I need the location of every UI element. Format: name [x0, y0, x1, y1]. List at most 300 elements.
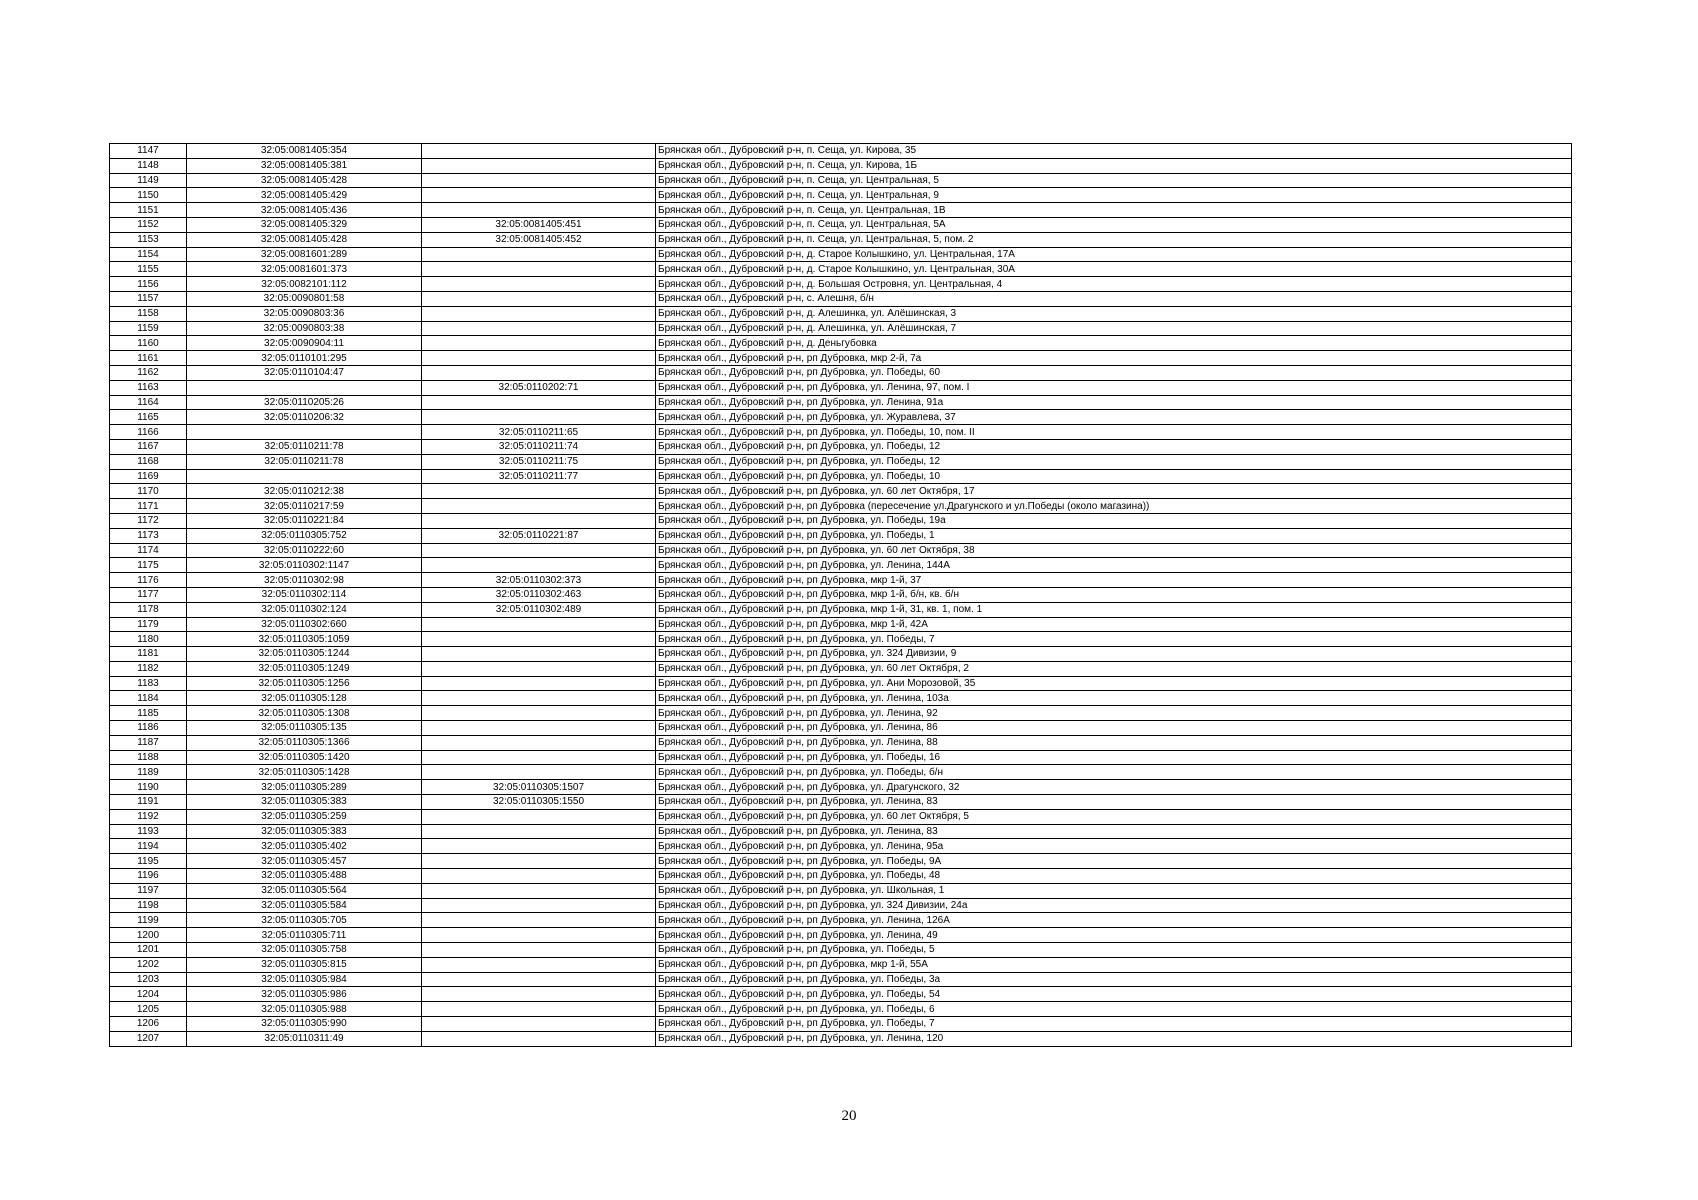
cadastral-number-cell: 32:05:0110305:815	[187, 957, 422, 972]
cadastral-number-cell: 32:05:0082101:112	[187, 277, 422, 292]
related-cadastral-number-cell	[422, 499, 656, 514]
row-number-cell: 1150	[110, 188, 187, 203]
cadastral-number-cell: 32:05:0110211:78	[187, 454, 422, 469]
related-cadastral-number-cell: 32:05:0081405:452	[422, 232, 656, 247]
cadastral-number-cell: 32:05:0110305:984	[187, 972, 422, 987]
address-cell: Брянская обл., Дубровский р-н, рп Дубровка, ул. Ленина, 86	[656, 721, 1572, 736]
table-row	[110, 528, 1572, 543]
address-cell: Брянская обл., Дубровский р-н, п. Сеща, ул. Центральная, 1В	[656, 203, 1572, 218]
table-row	[110, 898, 1572, 913]
related-cadastral-number-cell	[422, 898, 656, 913]
row-number-cell: 1163	[110, 380, 187, 395]
row-number-cell: 1161	[110, 351, 187, 366]
address-cell: Брянская обл., Дубровский р-н, рп Дубровка, ул. Победы, 7	[656, 1017, 1572, 1032]
cadastral-number-cell: 32:05:0090803:36	[187, 306, 422, 321]
related-cadastral-number-cell	[422, 943, 656, 958]
table-row	[110, 869, 1572, 884]
page-number: 20	[841, 1108, 857, 1124]
table-row	[110, 587, 1572, 602]
address-cell: Брянская обл., Дубровский р-н, рп Дубровка, ул. Победы, 48	[656, 869, 1572, 884]
address-cell: Брянская обл., Дубровский р-н, рп Дубровка, ул. 60 лет Октября, 5	[656, 809, 1572, 824]
row-number-cell: 1171	[110, 499, 187, 514]
cadastral-number-cell	[187, 425, 422, 440]
row-number-cell: 1189	[110, 765, 187, 780]
row-number-cell: 1149	[110, 173, 187, 188]
table-row	[110, 943, 1572, 958]
cadastral-number-cell: 32:05:0110302:1147	[187, 558, 422, 573]
cadastral-number-cell: 32:05:0090801:58	[187, 291, 422, 306]
row-number-cell: 1196	[110, 869, 187, 884]
table-row	[110, 721, 1572, 736]
table-row	[110, 647, 1572, 662]
address-cell: Брянская обл., Дубровский р-н, рп Дубровка, ул. Ленина, 103а	[656, 691, 1572, 706]
table-row	[110, 617, 1572, 632]
related-cadastral-number-cell	[422, 735, 656, 750]
cadastral-number-cell: 32:05:0081405:329	[187, 217, 422, 232]
row-number-cell: 1181	[110, 647, 187, 662]
cadastral-number-cell: 32:05:0110305:402	[187, 839, 422, 854]
row-number-cell: 1164	[110, 395, 187, 410]
row-number-cell: 1195	[110, 854, 187, 869]
cadastral-number-cell: 32:05:0110302:124	[187, 602, 422, 617]
table-row	[110, 913, 1572, 928]
row-number-cell: 1201	[110, 943, 187, 958]
cadastral-number-cell	[187, 380, 422, 395]
row-number-cell: 1192	[110, 809, 187, 824]
related-cadastral-number-cell	[422, 188, 656, 203]
table-row	[110, 735, 1572, 750]
related-cadastral-number-cell	[422, 957, 656, 972]
table-row	[110, 1017, 1572, 1032]
row-number-cell: 1193	[110, 824, 187, 839]
table-row	[110, 691, 1572, 706]
address-cell: Брянская обл., Дубровский р-н, д. Старое Колышкино, ул. Центральная, 17А	[656, 247, 1572, 262]
table-row	[110, 1002, 1572, 1017]
row-number-cell: 1198	[110, 898, 187, 913]
row-number-cell: 1207	[110, 1031, 187, 1046]
row-number-cell: 1194	[110, 839, 187, 854]
related-cadastral-number-cell	[422, 306, 656, 321]
register-table-body	[110, 144, 1572, 1047]
table-row	[110, 188, 1572, 203]
table-row	[110, 795, 1572, 810]
table-row	[110, 543, 1572, 558]
address-cell: Брянская обл., Дубровский р-н, рп Дубровка, ул. Ленина, 95а	[656, 839, 1572, 854]
related-cadastral-number-cell: 32:05:0110302:463	[422, 587, 656, 602]
table-row	[110, 972, 1572, 987]
row-number-cell: 1168	[110, 454, 187, 469]
related-cadastral-number-cell	[422, 1031, 656, 1046]
table-row	[110, 558, 1572, 573]
address-cell: Брянская обл., Дубровский р-н, д. Алешинка, ул. Алёшинская, 3	[656, 306, 1572, 321]
row-number-cell: 1204	[110, 987, 187, 1002]
cadastral-number-cell: 32:05:0110206:32	[187, 410, 422, 425]
table-row	[110, 928, 1572, 943]
related-cadastral-number-cell	[422, 721, 656, 736]
cadastral-number-cell: 32:05:0110211:78	[187, 439, 422, 454]
cadastral-number-cell: 32:05:0110305:1256	[187, 676, 422, 691]
cadastral-number-cell: 32:05:0081405:436	[187, 203, 422, 218]
related-cadastral-number-cell	[422, 706, 656, 721]
table-row	[110, 706, 1572, 721]
row-number-cell: 1148	[110, 158, 187, 173]
related-cadastral-number-cell	[422, 617, 656, 632]
address-cell: Брянская обл., Дубровский р-н, п. Сеща, ул. Центральная, 5, пом. 2	[656, 232, 1572, 247]
row-number-cell: 1160	[110, 336, 187, 351]
cadastral-number-cell: 32:05:0110305:1244	[187, 647, 422, 662]
table-row	[110, 499, 1572, 514]
cadastral-number-cell: 32:05:0110212:38	[187, 484, 422, 499]
row-number-cell: 1199	[110, 913, 187, 928]
row-number-cell: 1202	[110, 957, 187, 972]
related-cadastral-number-cell: 32:05:0110302:489	[422, 602, 656, 617]
cadastral-number-cell: 32:05:0110222:60	[187, 543, 422, 558]
row-number-cell: 1156	[110, 277, 187, 292]
address-cell: Брянская обл., Дубровский р-н, с. Алешня, б/н	[656, 291, 1572, 306]
cadastral-number-cell: 32:05:0110305:289	[187, 780, 422, 795]
row-number-cell: 1190	[110, 780, 187, 795]
row-number-cell: 1159	[110, 321, 187, 336]
address-cell: Брянская обл., Дубровский р-н, рп Дубровка, ул. Ленина, 49	[656, 928, 1572, 943]
cadastral-number-cell: 32:05:0110217:59	[187, 499, 422, 514]
related-cadastral-number-cell	[422, 365, 656, 380]
related-cadastral-number-cell: 32:05:0110211:75	[422, 454, 656, 469]
related-cadastral-number-cell	[422, 809, 656, 824]
related-cadastral-number-cell	[422, 321, 656, 336]
table-row	[110, 602, 1572, 617]
row-number-cell: 1188	[110, 750, 187, 765]
address-cell: Брянская обл., Дубровский р-н, рп Дубровка, ул. Ленина, 126А	[656, 913, 1572, 928]
table-row	[110, 809, 1572, 824]
related-cadastral-number-cell	[422, 203, 656, 218]
cadastral-number-cell: 32:05:0110305:457	[187, 854, 422, 869]
related-cadastral-number-cell	[422, 883, 656, 898]
related-cadastral-number-cell: 32:05:0110221:87	[422, 528, 656, 543]
address-cell: Брянская обл., Дубровский р-н, рп Дубровка, ул. Победы, 54	[656, 987, 1572, 1002]
table-row	[110, 839, 1572, 854]
row-number-cell: 1151	[110, 203, 187, 218]
cadastral-number-cell: 32:05:0110305:705	[187, 913, 422, 928]
related-cadastral-number-cell	[422, 661, 656, 676]
related-cadastral-number-cell	[422, 632, 656, 647]
address-cell: Брянская обл., Дубровский р-н, д. Большая Островня, ул. Центральная, 4	[656, 277, 1572, 292]
address-cell: Брянская обл., Дубровский р-н, рп Дубровка, ул. Победы, 19а	[656, 513, 1572, 528]
related-cadastral-number-cell	[422, 395, 656, 410]
cadastral-number-cell: 32:05:0081601:289	[187, 247, 422, 262]
related-cadastral-number-cell	[422, 1017, 656, 1032]
row-number-cell: 1166	[110, 425, 187, 440]
table-row	[110, 824, 1572, 839]
table-row	[110, 365, 1572, 380]
row-number-cell: 1147	[110, 144, 187, 159]
row-number-cell: 1182	[110, 661, 187, 676]
row-number-cell: 1177	[110, 587, 187, 602]
related-cadastral-number-cell	[422, 158, 656, 173]
cadastral-number-cell: 32:05:0110104:47	[187, 365, 422, 380]
address-cell: Брянская обл., Дубровский р-н, рп Дубровка, ул. Победы, 1	[656, 528, 1572, 543]
table-row	[110, 203, 1572, 218]
related-cadastral-number-cell	[422, 913, 656, 928]
related-cadastral-number-cell	[422, 351, 656, 366]
related-cadastral-number-cell: 32:05:0110305:1550	[422, 795, 656, 810]
table-row	[110, 1031, 1572, 1046]
cadastral-number-cell: 32:05:0110305:986	[187, 987, 422, 1002]
table-row	[110, 395, 1572, 410]
table-row	[110, 291, 1572, 306]
related-cadastral-number-cell	[422, 928, 656, 943]
related-cadastral-number-cell: 32:05:0110211:77	[422, 469, 656, 484]
related-cadastral-number-cell	[422, 647, 656, 662]
address-cell: Брянская обл., Дубровский р-н, рп Дубровка, ул. Ани Морозовой, 35	[656, 676, 1572, 691]
cadastral-number-cell: 32:05:0110305:135	[187, 721, 422, 736]
related-cadastral-number-cell	[422, 839, 656, 854]
address-cell: Брянская обл., Дубровский р-н, рп Дубровка, мкр 1-й, 55А	[656, 957, 1572, 972]
address-cell: Брянская обл., Дубровский р-н, рп Дубровка, ул. 60 лет Октября, 17	[656, 484, 1572, 499]
address-cell: Брянская обл., Дубровский р-н, рп Дубровка, ул. Победы, 10, пом. II	[656, 425, 1572, 440]
address-cell: Брянская обл., Дубровский р-н, рп Дубровка, ул. Ленина, 97, пом. I	[656, 380, 1572, 395]
row-number-cell: 1191	[110, 795, 187, 810]
cadastral-number-cell: 32:05:0110311:49	[187, 1031, 422, 1046]
address-cell: Брянская обл., Дубровский р-н, д. Старое Колышкино, ул. Центральная, 30А	[656, 262, 1572, 277]
table-row	[110, 262, 1572, 277]
address-cell: Брянская обл., Дубровский р-н, рп Дубровка, ул. Ленина, 120	[656, 1031, 1572, 1046]
register-table	[109, 143, 1572, 1047]
table-row	[110, 351, 1572, 366]
address-cell: Брянская обл., Дубровский р-н, рп Дубровка, ул. Победы, 5	[656, 943, 1572, 958]
row-number-cell: 1200	[110, 928, 187, 943]
address-cell: Брянская обл., Дубровский р-н, рп Дубровка, мкр 1-й, б/н, кв. б/н	[656, 587, 1572, 602]
cadastral-number-cell: 32:05:0110302:98	[187, 573, 422, 588]
cadastral-number-cell: 32:05:0110305:383	[187, 824, 422, 839]
cadastral-number-cell: 32:05:0090904:11	[187, 336, 422, 351]
table-row	[110, 573, 1572, 588]
related-cadastral-number-cell	[422, 824, 656, 839]
related-cadastral-number-cell	[422, 765, 656, 780]
table-row	[110, 780, 1572, 795]
cadastral-number-cell: 32:05:0110305:1249	[187, 661, 422, 676]
row-number-cell: 1165	[110, 410, 187, 425]
address-cell: Брянская обл., Дубровский р-н, рп Дубровка, ул. 324 Дивизии, 24а	[656, 898, 1572, 913]
row-number-cell: 1153	[110, 232, 187, 247]
cadastral-number-cell: 32:05:0110305:1366	[187, 735, 422, 750]
address-cell: Брянская обл., Дубровский р-н, рп Дубровка, ул. Победы, 9А	[656, 854, 1572, 869]
address-cell: Брянская обл., Дубровский р-н, рп Дубровка (пересечение ул.Драгунского и ул.Победы (около магазина))	[656, 499, 1572, 514]
cadastral-number-cell: 32:05:0110305:488	[187, 869, 422, 884]
table-row	[110, 765, 1572, 780]
cadastral-number-cell: 32:05:0110305:752	[187, 528, 422, 543]
related-cadastral-number-cell: 32:05:0110305:1507	[422, 780, 656, 795]
table-row	[110, 158, 1572, 173]
related-cadastral-number-cell	[422, 869, 656, 884]
cadastral-number-cell: 32:05:0110305:383	[187, 795, 422, 810]
row-number-cell: 1197	[110, 883, 187, 898]
related-cadastral-number-cell	[422, 291, 656, 306]
row-number-cell: 1187	[110, 735, 187, 750]
cadastral-number-cell: 32:05:0110101:295	[187, 351, 422, 366]
table-row	[110, 676, 1572, 691]
cadastral-number-cell: 32:05:0110305:1420	[187, 750, 422, 765]
table-row	[110, 454, 1572, 469]
cadastral-number-cell: 32:05:0110302:660	[187, 617, 422, 632]
row-number-cell: 1178	[110, 602, 187, 617]
row-number-cell: 1205	[110, 1002, 187, 1017]
table-row	[110, 232, 1572, 247]
address-cell: Брянская обл., Дубровский р-н, рп Дубровка, ул. Победы, б/н	[656, 765, 1572, 780]
table-row	[110, 513, 1572, 528]
row-number-cell: 1155	[110, 262, 187, 277]
address-cell: Брянская обл., Дубровский р-н, п. Сеща, ул. Кирова, 1Б	[656, 158, 1572, 173]
table-row	[110, 425, 1572, 440]
related-cadastral-number-cell	[422, 1002, 656, 1017]
address-cell: Брянская обл., Дубровский р-н, рп Дубровка, ул. Ленина, 144А	[656, 558, 1572, 573]
cadastral-number-cell: 32:05:0110305:1059	[187, 632, 422, 647]
related-cadastral-number-cell	[422, 173, 656, 188]
cadastral-number-cell: 32:05:0110305:1428	[187, 765, 422, 780]
address-cell: Брянская обл., Дубровский р-н, рп Дубровка, ул. Победы, 16	[656, 750, 1572, 765]
row-number-cell: 1176	[110, 573, 187, 588]
address-cell: Брянская обл., Дубровский р-н, д. Деньгубовка	[656, 336, 1572, 351]
related-cadastral-number-cell: 32:05:0110302:373	[422, 573, 656, 588]
address-cell: Брянская обл., Дубровский р-н, рп Дубровка, мкр 1-й, 42А	[656, 617, 1572, 632]
related-cadastral-number-cell	[422, 410, 656, 425]
row-number-cell: 1203	[110, 972, 187, 987]
address-cell: Брянская обл., Дубровский р-н, рп Дубровка, ул. 60 лет Октября, 38	[656, 543, 1572, 558]
related-cadastral-number-cell	[422, 484, 656, 499]
cadastral-number-cell: 32:05:0110305:584	[187, 898, 422, 913]
address-cell: Брянская обл., Дубровский р-н, рп Дубровка, ул. 60 лет Октября, 2	[656, 661, 1572, 676]
related-cadastral-number-cell	[422, 144, 656, 159]
row-number-cell: 1175	[110, 558, 187, 573]
address-cell: Брянская обл., Дубровский р-н, рп Дубровка, ул. Победы, 60	[656, 365, 1572, 380]
address-cell: Брянская обл., Дубровский р-н, рп Дубровка, ул. Победы, 12	[656, 439, 1572, 454]
related-cadastral-number-cell	[422, 750, 656, 765]
table-row	[110, 306, 1572, 321]
table-row	[110, 247, 1572, 262]
related-cadastral-number-cell	[422, 676, 656, 691]
related-cadastral-number-cell: 32:05:0110202:71	[422, 380, 656, 395]
table-row	[110, 661, 1572, 676]
row-number-cell: 1206	[110, 1017, 187, 1032]
cadastral-number-cell: 32:05:0081405:428	[187, 232, 422, 247]
related-cadastral-number-cell	[422, 277, 656, 292]
related-cadastral-number-cell	[422, 987, 656, 1002]
cadastral-number-cell: 32:05:0110305:758	[187, 943, 422, 958]
table-row	[110, 336, 1572, 351]
address-cell: Брянская обл., Дубровский р-н, п. Сеща, ул. Кирова, 35	[656, 144, 1572, 159]
table-row	[110, 854, 1572, 869]
table-row	[110, 439, 1572, 454]
related-cadastral-number-cell: 32:05:0110211:65	[422, 425, 656, 440]
address-cell: Брянская обл., Дубровский р-н, рп Дубровка, ул. Ленина, 92	[656, 706, 1572, 721]
cadastral-number-cell: 32:05:0090803:38	[187, 321, 422, 336]
table-row	[110, 987, 1572, 1002]
cadastral-number-cell: 32:05:0110305:128	[187, 691, 422, 706]
address-cell: Брянская обл., Дубровский р-н, рп Дубровка, мкр 1-й, 31, кв. 1, пом. 1	[656, 602, 1572, 617]
table-row	[110, 632, 1572, 647]
table-row	[110, 380, 1572, 395]
address-cell: Брянская обл., Дубровский р-н, д. Алешинка, ул. Алёшинская, 7	[656, 321, 1572, 336]
related-cadastral-number-cell	[422, 972, 656, 987]
row-number-cell: 1152	[110, 217, 187, 232]
address-cell: Брянская обл., Дубровский р-н, рп Дубровка, ул. Победы, 10	[656, 469, 1572, 484]
row-number-cell: 1154	[110, 247, 187, 262]
address-cell: Брянская обл., Дубровский р-н, рп Дубровка, ул. Победы, 3а	[656, 972, 1572, 987]
related-cadastral-number-cell	[422, 691, 656, 706]
table-row	[110, 217, 1572, 232]
table-row	[110, 484, 1572, 499]
row-number-cell: 1173	[110, 528, 187, 543]
cadastral-number-cell: 32:05:0110302:114	[187, 587, 422, 602]
cadastral-number-cell: 32:05:0110305:1308	[187, 706, 422, 721]
address-cell: Брянская обл., Дубровский р-н, рп Дубровка, ул. Ленина, 83	[656, 824, 1572, 839]
cadastral-number-cell: 32:05:0110305:259	[187, 809, 422, 824]
address-cell: Брянская обл., Дубровский р-н, п. Сеща, ул. Центральная, 5А	[656, 217, 1572, 232]
row-number-cell: 1162	[110, 365, 187, 380]
table-row	[110, 410, 1572, 425]
cadastral-number-cell: 32:05:0110305:988	[187, 1002, 422, 1017]
cadastral-number-cell: 32:05:0081405:428	[187, 173, 422, 188]
cadastral-number-cell	[187, 469, 422, 484]
related-cadastral-number-cell	[422, 558, 656, 573]
cadastral-number-cell: 32:05:0081405:381	[187, 158, 422, 173]
address-cell: Брянская обл., Дубровский р-н, п. Сеща, ул. Центральная, 9	[656, 188, 1572, 203]
row-number-cell: 1172	[110, 513, 187, 528]
table-row	[110, 469, 1572, 484]
row-number-cell: 1183	[110, 676, 187, 691]
row-number-cell: 1157	[110, 291, 187, 306]
cadastral-number-cell: 32:05:0110305:711	[187, 928, 422, 943]
row-number-cell: 1180	[110, 632, 187, 647]
related-cadastral-number-cell	[422, 262, 656, 277]
table-row	[110, 957, 1572, 972]
address-cell: Брянская обл., Дубровский р-н, рп Дубровка, ул. Победы, 12	[656, 454, 1572, 469]
related-cadastral-number-cell	[422, 854, 656, 869]
address-cell: Брянская обл., Дубровский р-н, рп Дубровка, мкр 1-й, 37	[656, 573, 1572, 588]
cadastral-number-cell: 32:05:0081405:354	[187, 144, 422, 159]
related-cadastral-number-cell: 32:05:0081405:451	[422, 217, 656, 232]
address-cell: Брянская обл., Дубровский р-н, рп Дубровка, ул. Драгунского, 32	[656, 780, 1572, 795]
address-cell: Брянская обл., Дубровский р-н, п. Сеща, ул. Центральная, 5	[656, 173, 1572, 188]
address-cell: Брянская обл., Дубровский р-н, рп Дубровка, ул. Ленина, 88	[656, 735, 1572, 750]
related-cadastral-number-cell	[422, 336, 656, 351]
table-row	[110, 144, 1572, 159]
row-number-cell: 1167	[110, 439, 187, 454]
cadastral-number-cell: 32:05:0110305:564	[187, 883, 422, 898]
row-number-cell: 1158	[110, 306, 187, 321]
address-cell: Брянская обл., Дубровский р-н, рп Дубровка, ул. Школьная, 1	[656, 883, 1572, 898]
address-cell: Брянская обл., Дубровский р-н, рп Дубровка, мкр 2-й, 7а	[656, 351, 1572, 366]
table-row	[110, 321, 1572, 336]
related-cadastral-number-cell	[422, 513, 656, 528]
row-number-cell: 1170	[110, 484, 187, 499]
cadastral-number-cell: 32:05:0110305:990	[187, 1017, 422, 1032]
table-row	[110, 750, 1572, 765]
related-cadastral-number-cell	[422, 247, 656, 262]
row-number-cell: 1179	[110, 617, 187, 632]
row-number-cell: 1174	[110, 543, 187, 558]
address-cell: Брянская обл., Дубровский р-н, рп Дубровка, ул. Ленина, 83	[656, 795, 1572, 810]
cadastral-number-cell: 32:05:0110205:26	[187, 395, 422, 410]
address-cell: Брянская обл., Дубровский р-н, рп Дубровка, ул. Ленина, 91а	[656, 395, 1572, 410]
table-row	[110, 883, 1572, 898]
row-number-cell: 1169	[110, 469, 187, 484]
cadastral-number-cell: 32:05:0110221:84	[187, 513, 422, 528]
address-cell: Брянская обл., Дубровский р-н, рп Дубровка, ул. 324 Дивизии, 9	[656, 647, 1572, 662]
address-cell: Брянская обл., Дубровский р-н, рп Дубровка, ул. Победы, 6	[656, 1002, 1572, 1017]
related-cadastral-number-cell: 32:05:0110211:74	[422, 439, 656, 454]
table-row	[110, 277, 1572, 292]
row-number-cell: 1184	[110, 691, 187, 706]
